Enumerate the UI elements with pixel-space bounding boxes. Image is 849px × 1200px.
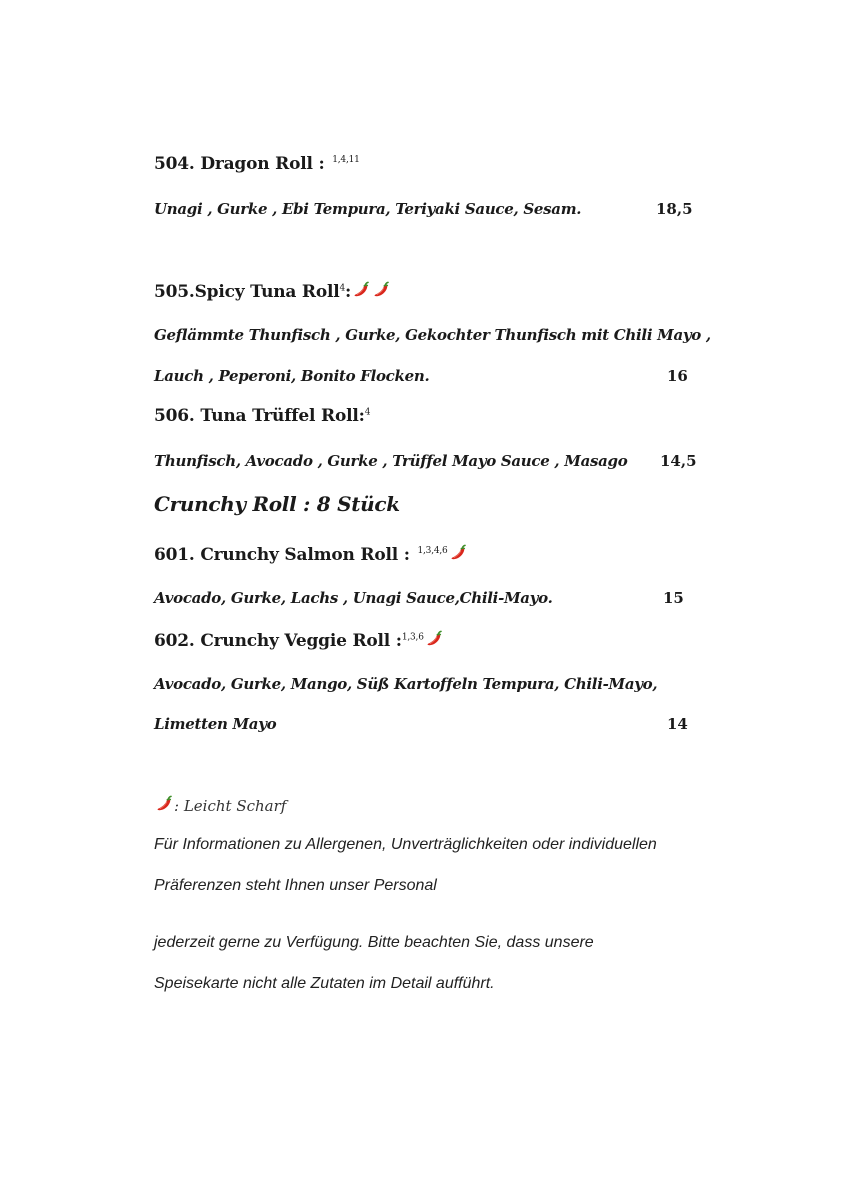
item-506-title [154, 406, 370, 426]
section-heading-crunchy-roll: Crunchy Roll : 8 Stück [154, 492, 400, 516]
item-602-price: 14 [667, 715, 688, 733]
item-505-title [154, 280, 391, 302]
chili-pepper-icon [424, 629, 444, 649]
allergen-info-line4: Speisekarte nicht alle Zutaten im Detail aufführt. [154, 975, 495, 992]
allergen-info-line2: Präferenzen steht Ihnen unser Personal [154, 877, 437, 894]
item-505-description-line1: Geflämmte Thunfisch , Gurke, Gekochter Thunfisch mit Chili Mayo , [154, 326, 711, 344]
item-601-price: 15 [663, 589, 684, 607]
chili-pepper-icon [371, 280, 391, 300]
item-602-allergens: 1,3,6 [401, 632, 424, 643]
allergen-info-line1: Für Informationen zu Allergenen, Unverträglichkeiten oder individuellen [154, 836, 657, 853]
item-506-name: 506. Tuna Trüffel Roll: [154, 406, 365, 426]
item-504-allergens: 1,4,11 [332, 155, 360, 166]
item-505-name: 505.Spicy Tuna Roll [154, 282, 340, 302]
item-504-description: Unagi , Gurke , Ebi Tempura, Teriyaki Sauce, Sesam. [154, 200, 582, 218]
spicy-legend [154, 794, 286, 815]
spicy-legend-text: : Leicht Scharf [174, 797, 287, 815]
item-504-title [154, 154, 360, 174]
item-505-allergens: 4 [339, 283, 346, 294]
item-601-description: Avocado, Gurke, Lachs , Unagi Sauce,Chili-Mayo. [154, 589, 553, 607]
item-506-allergens: 4 [364, 407, 371, 418]
item-504-price: 18,5 [656, 200, 693, 218]
item-602-description-line1: Avocado, Gurke, Mango, Süß Kartoffeln Tempura, Chili-Mayo, [154, 675, 658, 693]
item-601-title [154, 543, 468, 565]
item-505-suffix: : [345, 282, 352, 302]
chili-pepper-icon [351, 280, 371, 300]
item-602-description-line2: Limetten Mayo [154, 715, 277, 733]
item-505-price: 16 [667, 367, 688, 385]
item-601-allergens: 1,3,4,6 [417, 546, 448, 557]
item-505-description-line2: Lauch , Peperoni, Bonito Flocken. [154, 367, 430, 385]
item-504-name: 504. Dragon Roll : [154, 154, 325, 174]
chili-pepper-icon [448, 543, 468, 563]
item-506-description: Thunfisch, Avocado , Gurke , Trüffel Mayo Sauce , Masago [154, 452, 628, 470]
chili-pepper-icon [154, 794, 174, 814]
allergen-info-line3: jederzeit gerne zu Verfügung. Bitte beachten Sie, dass unsere [154, 934, 594, 951]
item-506-price: 14,5 [660, 452, 697, 470]
item-602-title [154, 629, 444, 651]
item-602-name: 602. Crunchy Veggie Roll : [154, 631, 402, 651]
item-601-name: 601. Crunchy Salmon Roll : [154, 545, 410, 565]
